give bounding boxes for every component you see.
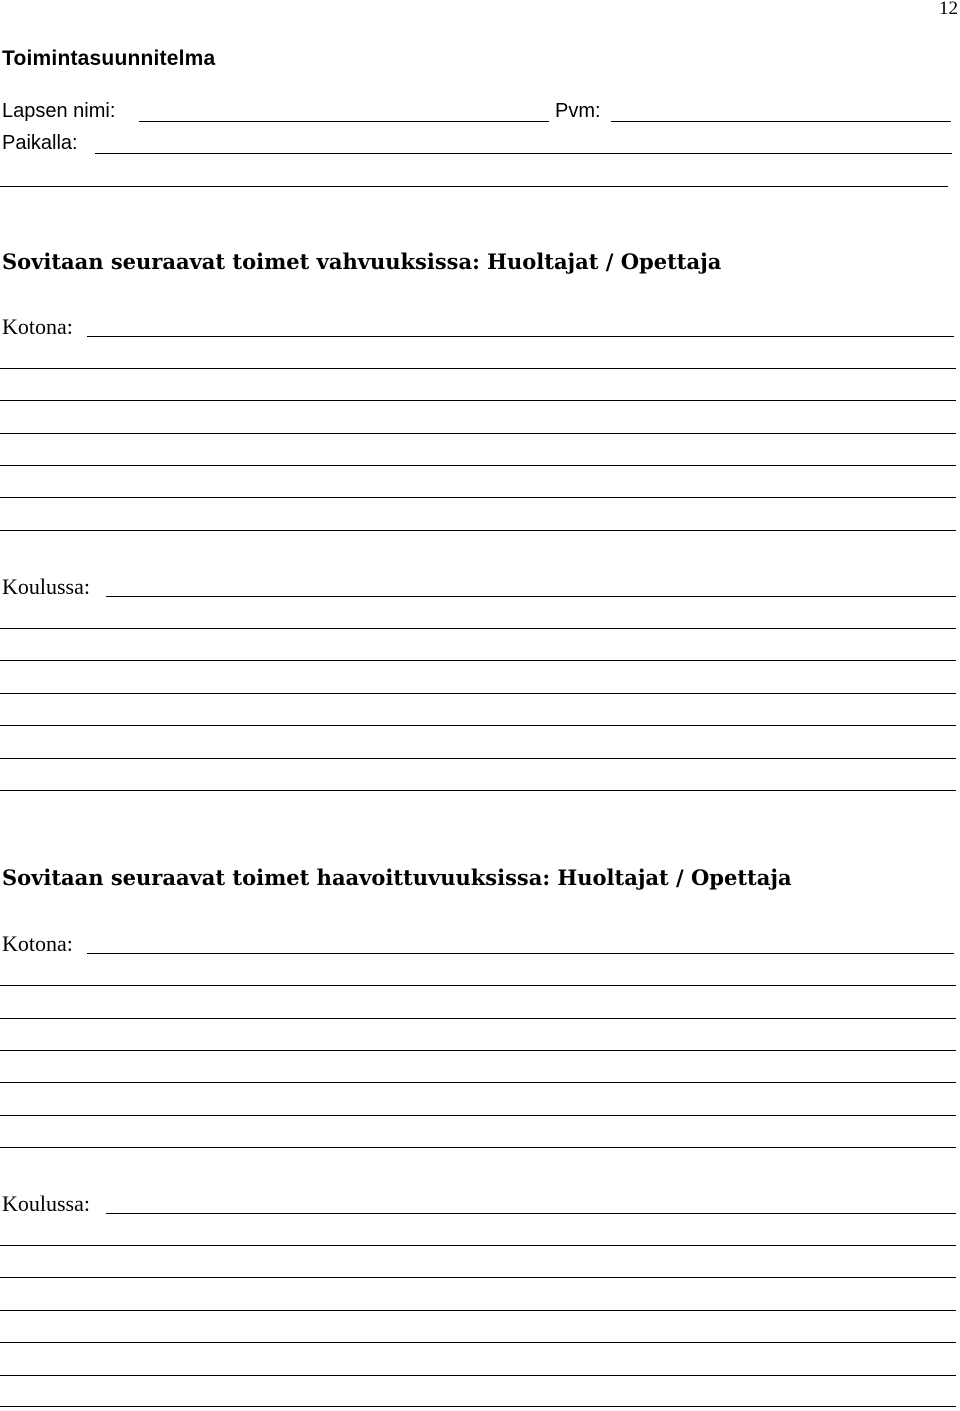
strengths-home-field[interactable]	[87, 336, 954, 337]
child-name-label: Lapsen nimi:	[2, 100, 116, 122]
strengths-school-line[interactable]	[0, 693, 956, 694]
strengths-home-line[interactable]	[0, 530, 956, 531]
strengths-home-label: Kotona:	[2, 314, 73, 339]
vulnerabilities-heading: Sovitaan seuraavat toimet haavoittuvuuksissa: Huoltajat / Opettaja	[2, 865, 792, 890]
vulnerabilities-school-line[interactable]	[0, 1342, 956, 1343]
present-field[interactable]	[95, 153, 952, 154]
strengths-home-line[interactable]	[0, 368, 956, 369]
strengths-home-line[interactable]	[0, 400, 956, 401]
page-title: Toimintasuunnitelma	[2, 47, 216, 70]
page-number: 12	[939, 0, 958, 19]
vulnerabilities-school-line[interactable]	[0, 1310, 956, 1311]
strengths-home-line[interactable]	[0, 497, 956, 498]
vulnerabilities-home-line[interactable]	[0, 1115, 956, 1116]
vulnerabilities-school-field[interactable]	[106, 1213, 956, 1214]
vulnerabilities-school-label: Koulussa:	[2, 1191, 90, 1216]
vulnerabilities-home-line[interactable]	[0, 1082, 956, 1083]
vulnerabilities-home-line[interactable]	[0, 1018, 956, 1019]
present-label: Paikalla:	[2, 132, 78, 154]
present-field-continuation[interactable]	[0, 186, 948, 187]
vulnerabilities-school-line[interactable]	[0, 1245, 956, 1246]
vulnerabilities-home-field[interactable]	[87, 953, 954, 954]
strengths-home-line[interactable]	[0, 465, 956, 466]
strengths-school-line[interactable]	[0, 758, 956, 759]
strengths-school-line[interactable]	[0, 790, 956, 791]
strengths-school-line[interactable]	[0, 725, 956, 726]
vulnerabilities-home-line[interactable]	[0, 1050, 956, 1051]
vulnerabilities-school-line[interactable]	[0, 1406, 956, 1407]
vulnerabilities-home-label: Kotona:	[2, 931, 73, 956]
strengths-home-line[interactable]	[0, 433, 956, 434]
vulnerabilities-school-line[interactable]	[0, 1277, 956, 1278]
strengths-school-line[interactable]	[0, 628, 956, 629]
child-name-field[interactable]	[139, 121, 549, 122]
strengths-heading: Sovitaan seuraavat toimet vahvuuksissa: Huoltajat / Opettaja	[2, 249, 722, 274]
strengths-school-field[interactable]	[106, 596, 956, 597]
vulnerabilities-home-line[interactable]	[0, 1147, 956, 1148]
date-field[interactable]	[611, 121, 951, 122]
vulnerabilities-home-line[interactable]	[0, 985, 956, 986]
strengths-school-label: Koulussa:	[2, 574, 90, 599]
date-label: Pvm:	[555, 100, 601, 122]
vulnerabilities-school-line[interactable]	[0, 1375, 956, 1376]
strengths-school-line[interactable]	[0, 660, 956, 661]
